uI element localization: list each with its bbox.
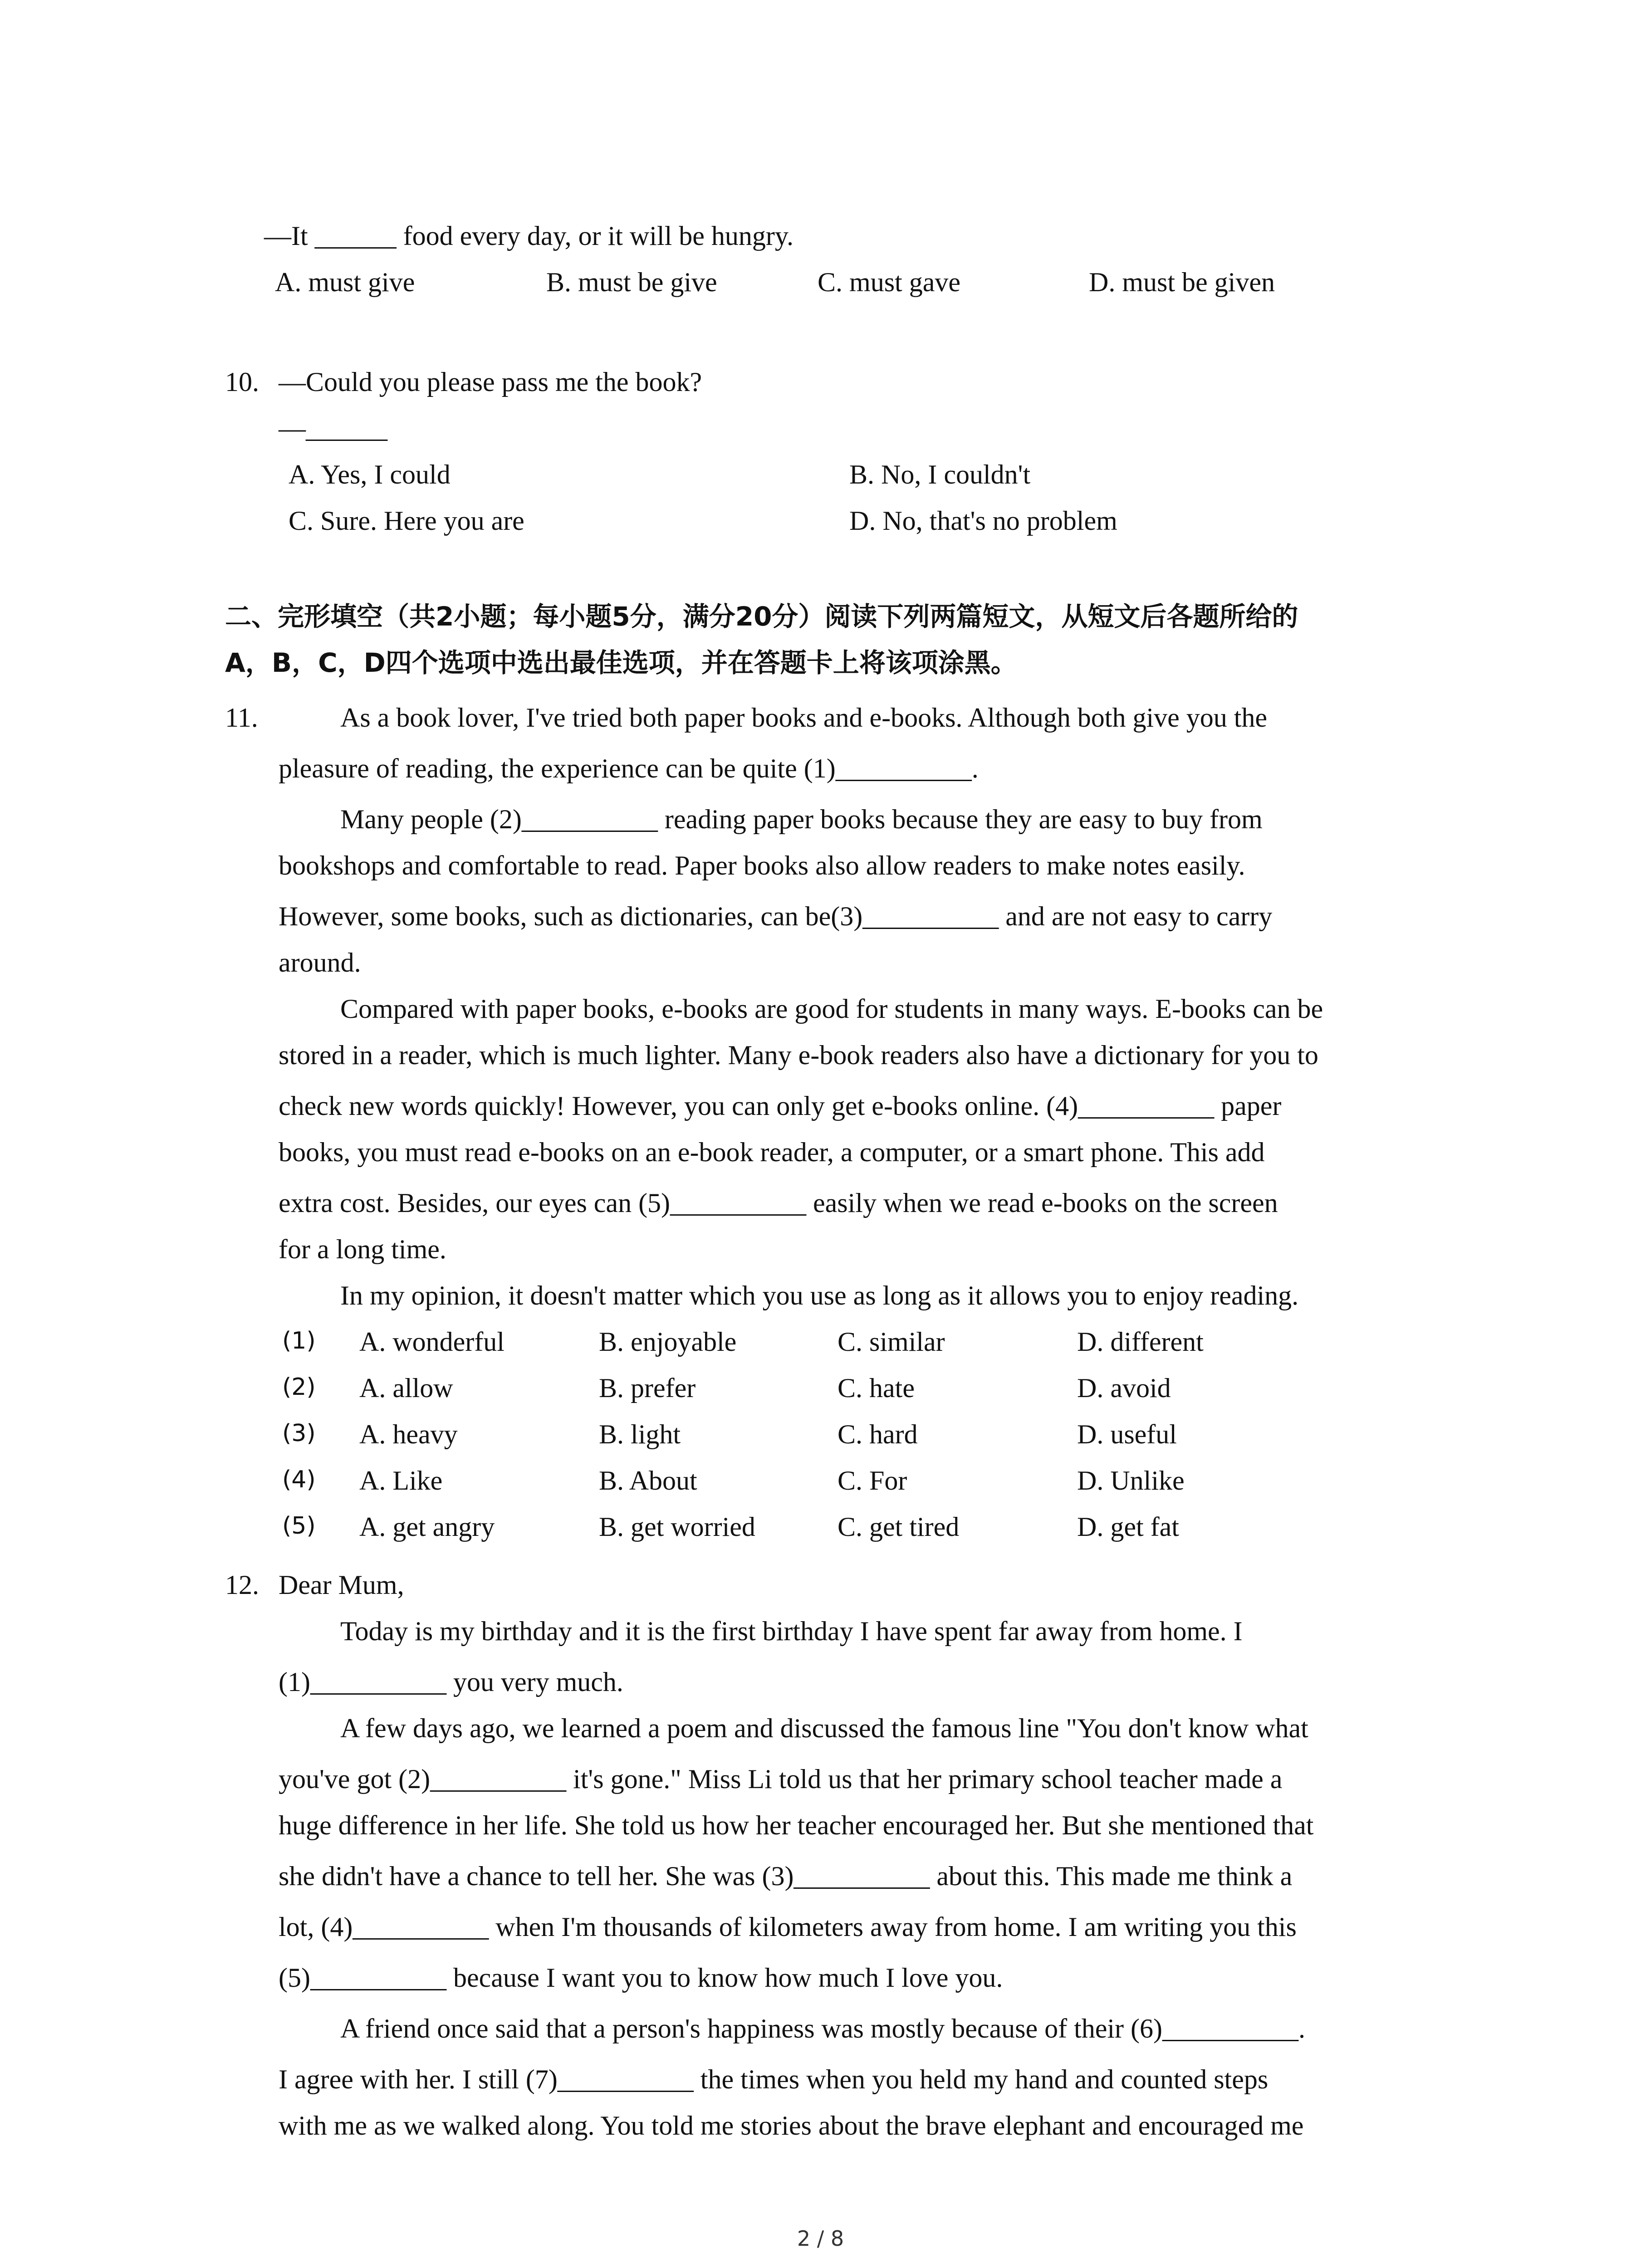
- section2-heading-line1: 二、完形填空（共2小题；每小题5分，满分20分）阅读下列两篇短文，从短文后各题所给的: [225, 601, 1298, 632]
- q12-line: A few days ago, we learned a poem and discussed the famous line "You don't know what: [340, 1713, 1308, 1743]
- q11-choice-option: D. different: [1077, 1327, 1204, 1357]
- q12-line: Today is my birthday and it is the first birthday I have spent far away from home. I: [340, 1616, 1243, 1646]
- q12-number: 12.: [225, 1570, 259, 1600]
- q10-option-a: A. Yes, I could: [289, 459, 451, 489]
- q11-choice-number: (4): [282, 1466, 316, 1493]
- q11-choice-option: B. light: [599, 1419, 681, 1449]
- q10-option-d: D. No, that's no problem: [849, 506, 1117, 536]
- q11-number: 11.: [225, 703, 258, 733]
- q11-line: for a long time.: [279, 1234, 446, 1264]
- q11-choice-option: B. About: [599, 1466, 697, 1496]
- q11-choice-option: A. allow: [359, 1373, 453, 1403]
- q11-line: bookshops and comfortable to read. Paper books also allow readers to make notes easily.: [279, 850, 1245, 880]
- q10-option-c: C. Sure. Here you are: [289, 506, 524, 536]
- q12-line: you've got (2)__________ it's gone." Miss Li told us that her primary school teacher made a: [279, 1764, 1283, 1794]
- q11-line: stored in a reader, which is much lighter. Many e-book readers also have a dictionary for you to: [279, 1040, 1318, 1070]
- q10-option-b: B. No, I couldn't: [849, 459, 1031, 489]
- q11-line: However, some books, such as dictionaries, can be(3)__________ and are not easy to carry: [279, 901, 1273, 931]
- q10-stem: —Could you please pass me the book?: [279, 367, 702, 397]
- q11-choice-number: (3): [282, 1420, 316, 1447]
- q12-line: I agree with her. I still (7)__________ the times when you held my hand and counted steps: [279, 2064, 1269, 2094]
- q11-line: Many people (2)__________ reading paper books because they are easy to buy from: [340, 804, 1263, 834]
- q12-line: she didn't have a chance to tell her. She was (3)__________ about this. This made me think a: [279, 1861, 1293, 1891]
- q11-choice-option: C. For: [838, 1466, 907, 1496]
- q11-choice-option: C. similar: [838, 1327, 945, 1357]
- q11-choice-option: B. prefer: [599, 1373, 696, 1403]
- q11-choice-option: C. hate: [838, 1373, 915, 1403]
- q11-choice-option: D. get fat: [1077, 1512, 1179, 1542]
- q12-line: (5)__________ because I want you to know how much I love you.: [279, 1963, 1003, 1993]
- q11-line: books, you must read e-books on an e-book reader, a computer, or a smart phone. This add: [279, 1137, 1265, 1167]
- q11-choice-option: A. Like: [359, 1466, 443, 1496]
- q11-choice-option: B. get worried: [599, 1512, 755, 1542]
- q9-stem: —It ______ food every day, or it will be hungry.: [264, 221, 794, 251]
- q12-line: Dear Mum,: [279, 1570, 404, 1600]
- q11-line: Compared with paper books, e-books are good for students in many ways. E-books can be: [340, 994, 1323, 1024]
- q9-option-d: D. must be given: [1089, 267, 1275, 297]
- section2-heading-line2: A，B，C，D四个选项中选出最佳选项，并在答题卡上将该项涂黑。: [225, 647, 1017, 678]
- q11-choice-option: D. avoid: [1077, 1373, 1171, 1403]
- q12-line: A friend once said that a person's happiness was mostly because of their (6)__________.: [340, 2014, 1305, 2043]
- q10-number: 10.: [225, 367, 259, 397]
- q11-choice-option: C. hard: [838, 1419, 918, 1449]
- q12-line: lot, (4)__________ when I'm thousands of kilometers away from home. I am writing you this: [279, 1912, 1297, 1942]
- q11-choice-option: D. Unlike: [1077, 1466, 1185, 1496]
- q9-option-b: B. must be give: [546, 267, 717, 297]
- q11-choice-option: A. wonderful: [359, 1327, 505, 1357]
- q11-choice-option: D. useful: [1077, 1419, 1177, 1449]
- q9-option-a: A. must give: [275, 267, 415, 297]
- q9-option-c: C. must gave: [818, 267, 960, 297]
- q12-line: with me as we walked along. You told me stories about the brave elephant and encouraged me: [279, 2111, 1304, 2141]
- q11-choice-number: (5): [282, 1512, 316, 1540]
- q12-line: huge difference in her life. She told us how her teacher encouraged her. But she mentioned that: [279, 1810, 1314, 1840]
- q11-line: In my opinion, it doesn't matter which you use as long as it allows you to enjoy reading.: [340, 1281, 1299, 1310]
- q11-choice-option: B. enjoyable: [599, 1327, 737, 1357]
- q11-choice-option: C. get tired: [838, 1512, 960, 1542]
- q11-choice-number: (1): [282, 1327, 316, 1354]
- q11-choice-option: A. get angry: [359, 1512, 495, 1542]
- q11-line: extra cost. Besides, our eyes can (5)__________ easily when we read e-books on the screen: [279, 1188, 1278, 1218]
- q11-line: As a book lover, I've tried both paper books and e-books. Although both give you the: [340, 703, 1268, 733]
- q11-choice-option: A. heavy: [359, 1419, 458, 1449]
- q11-line: check new words quickly! However, you can only get e-books online. (4)__________ paper: [279, 1091, 1282, 1121]
- q11-choice-number: (2): [282, 1374, 316, 1401]
- q11-line: pleasure of reading, the experience can be quite (1)__________.: [279, 753, 979, 783]
- q11-line: around.: [279, 948, 361, 978]
- page-number: 2 / 8: [797, 2226, 844, 2251]
- q12-line: (1)__________ you very much.: [279, 1667, 623, 1697]
- q10-reply: —______: [279, 413, 387, 443]
